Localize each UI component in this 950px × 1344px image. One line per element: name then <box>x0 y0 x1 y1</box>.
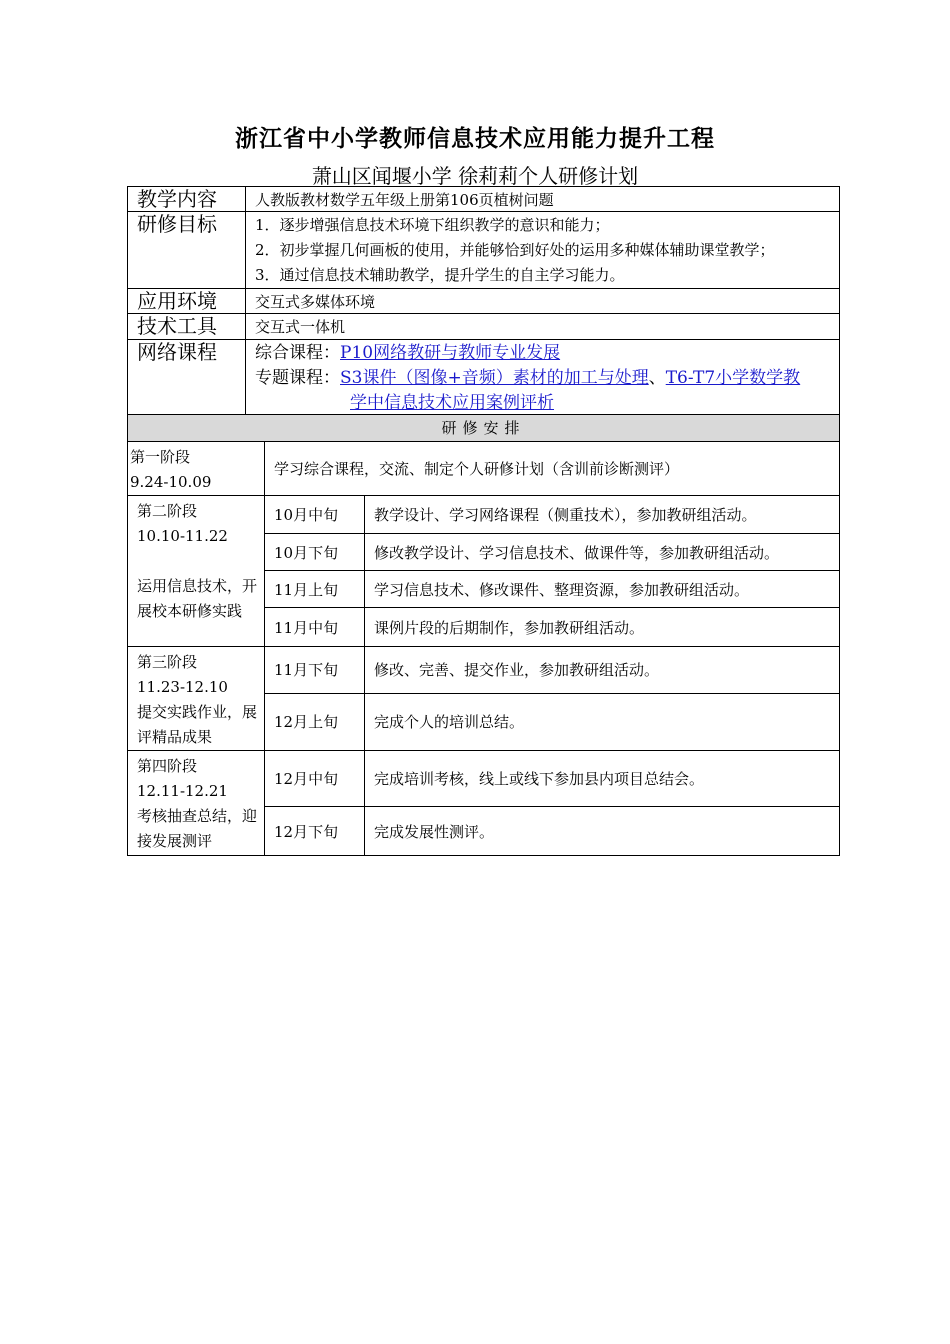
time-cell: 11月下旬 <box>265 647 365 694</box>
stage2-dates: 10.10-11.22 <box>137 527 228 545</box>
stage4-name: 第四阶段 <box>137 757 198 775</box>
goal-item: 1．逐步增强信息技术环境下组织教学的意识和能力； <box>255 216 610 234</box>
stage1-desc: 学习综合课程，交流、制定个人研修计划（含训前诊断测评） <box>265 442 840 496</box>
stage1-row <box>128 442 840 496</box>
tool-row <box>128 314 840 340</box>
special-course-prefix: 专题课程： <box>255 368 340 388</box>
special-course-link-s3[interactable]: S3课件（图像+音频）素材的加工与处理 <box>340 368 649 388</box>
general-course <box>255 341 839 366</box>
stage4-dates: 12.11-12.21 <box>137 782 228 800</box>
special-course-separator: 、 <box>648 368 666 388</box>
time-cell: 12月中旬 <box>265 751 365 807</box>
env-row <box>128 289 840 314</box>
desc-cell: 课例片段的后期制作，参加教研组活动。 <box>365 608 840 647</box>
goal-row <box>128 212 840 289</box>
desc-cell: 修改教学设计、学习信息技术、做课件等，参加教研组活动。 <box>365 534 840 571</box>
stage1-cell <box>128 442 265 496</box>
schedule-table <box>127 414 840 856</box>
desc-cell: 完成培训考核，线上或线下参加县内项目总结会。 <box>365 751 840 807</box>
general-course-prefix: 综合课程： <box>255 343 340 363</box>
goal-list <box>246 212 840 289</box>
stage3-name: 第三阶段 <box>137 653 198 671</box>
env-label: 应用环境 <box>128 289 246 314</box>
stage4-theme: 考核抽查总结，迎接发展测评 <box>137 807 258 850</box>
content-row <box>128 187 840 212</box>
stage3-dates: 11.23-12.10 <box>137 678 228 696</box>
stage1-dates: 9.24-10.09 <box>130 473 212 491</box>
stage2-cell <box>128 496 265 647</box>
special-course-link-t6-t7-cont[interactable]: 学中信息技术应用案例评析 <box>350 393 554 413</box>
time-cell: 11月中旬 <box>265 608 365 647</box>
desc-cell: 修改、完善、提交作业，参加教研组活动。 <box>365 647 840 694</box>
time-cell: 12月上旬 <box>265 693 365 750</box>
time-cell: 11月上旬 <box>265 571 365 608</box>
schedule-header-row <box>128 415 840 442</box>
course-list <box>246 340 840 417</box>
stage2-theme: 运用信息技术，开展校本研修实践 <box>137 577 258 620</box>
stage3-theme: 提交实践作业，展评精品成果 <box>137 703 258 746</box>
content-value: 人教版教材数学五年级上册第106页植树问题 <box>246 187 840 212</box>
schedule-header: 研修安排 <box>128 415 840 442</box>
desc-cell: 完成发展性测评。 <box>365 807 840 856</box>
document-title: 浙江省中小学教师信息技术应用能力提升工程 <box>235 125 715 152</box>
desc-cell: 学习信息技术、修改课件、整理资源，参加教研组活动。 <box>365 571 840 608</box>
info-table <box>127 186 840 417</box>
table-row <box>128 647 840 694</box>
goal-label: 研修目标 <box>128 212 246 289</box>
special-course-cont <box>255 391 839 416</box>
table-row <box>128 496 840 534</box>
content-label: 教学内容 <box>128 187 246 212</box>
special-course-link-t6-t7[interactable]: T6-T7小学数学教 <box>665 368 801 388</box>
stage1-name: 第一阶段 <box>130 448 191 466</box>
stage4-cell <box>128 751 265 856</box>
goal-item: 2．初步掌握几何画板的使用，并能够恰到好处的运用多种媒体辅助课堂教学； <box>255 241 775 259</box>
env-value: 交互式多媒体环境 <box>246 289 840 314</box>
time-cell: 12月下旬 <box>265 807 365 856</box>
time-cell: 10月下旬 <box>265 534 365 571</box>
special-course <box>255 366 839 391</box>
stage3-cell <box>128 647 265 751</box>
time-cell: 10月中旬 <box>265 496 365 534</box>
course-label: 网络课程 <box>128 340 246 417</box>
course-row <box>128 340 840 417</box>
tool-label: 技术工具 <box>128 314 246 340</box>
table-row <box>128 751 840 807</box>
desc-cell: 教学设计、学习网络课程（侧重技术），参加教研组活动。 <box>365 496 840 534</box>
general-course-link[interactable]: P10网络教研与教师专业发展 <box>340 343 561 363</box>
document-subtitle: 萧山区闻堰小学 徐莉莉个人研修计划 <box>311 164 639 188</box>
stage2-name: 第二阶段 <box>137 502 198 520</box>
desc-cell: 完成个人的培训总结。 <box>365 693 840 750</box>
goal-item: 3．通过信息技术辅助教学，提升学生的自主学习能力。 <box>255 266 625 284</box>
tool-value: 交互式一体机 <box>246 314 840 340</box>
